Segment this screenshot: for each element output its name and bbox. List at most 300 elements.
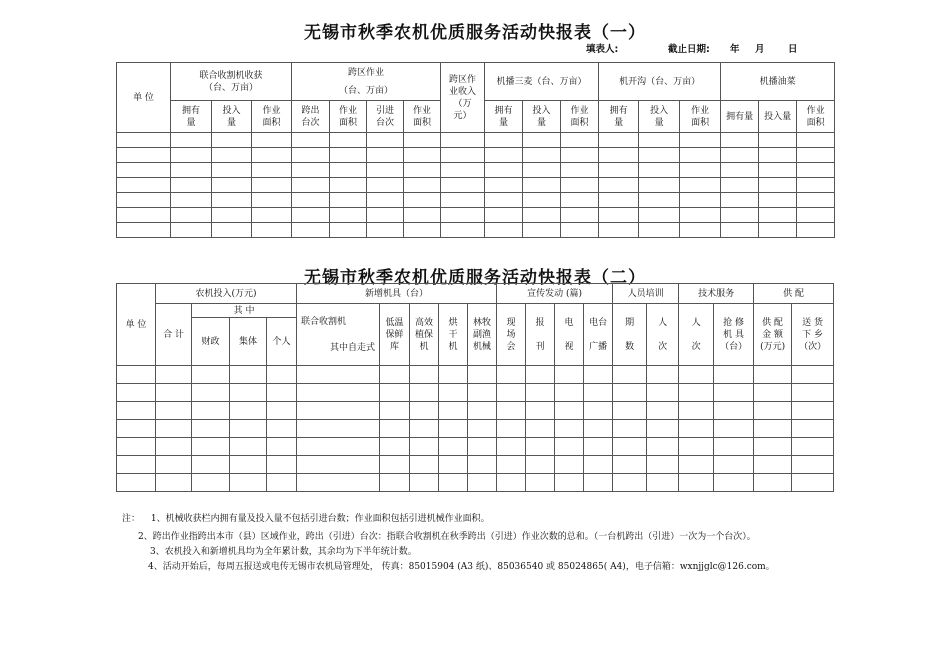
table-cell[interactable]	[639, 193, 680, 208]
table-cell[interactable]	[468, 456, 497, 474]
table-cell[interactable]	[714, 366, 754, 384]
table-cell[interactable]	[171, 223, 212, 238]
table-cell[interactable]	[380, 384, 410, 402]
table-cell[interactable]	[252, 193, 292, 208]
table-cell[interactable]	[792, 366, 834, 384]
table-cell[interactable]	[555, 438, 584, 456]
table-cell[interactable]	[441, 133, 485, 148]
table-cell[interactable]	[759, 133, 797, 148]
table-cell[interactable]	[526, 366, 555, 384]
table-cell[interactable]	[679, 456, 714, 474]
table-cell[interactable]	[561, 193, 599, 208]
table-cell[interactable]	[680, 148, 721, 163]
table-cell[interactable]	[523, 163, 561, 178]
table-cell[interactable]	[555, 456, 584, 474]
table-cell[interactable]	[584, 420, 613, 438]
table-cell[interactable]	[613, 456, 647, 474]
table-cell[interactable]	[679, 438, 714, 456]
table-cell[interactable]	[680, 208, 721, 223]
table-cell[interactable]	[117, 193, 171, 208]
table-cell[interactable]	[297, 402, 380, 420]
table-cell[interactable]	[523, 133, 561, 148]
ditch-area: 作业 面积	[680, 101, 721, 133]
table-cell[interactable]	[721, 223, 759, 238]
table-cell[interactable]	[297, 438, 380, 456]
table-cell[interactable]	[468, 384, 497, 402]
table-cell[interactable]	[117, 384, 156, 402]
table-cell[interactable]	[639, 223, 680, 238]
table-cell[interactable]	[330, 178, 367, 193]
table-cell[interactable]	[192, 384, 230, 402]
table-cell[interactable]	[367, 163, 404, 178]
table-cell[interactable]	[561, 163, 599, 178]
table-cell[interactable]	[230, 366, 267, 384]
out-times: 跨出 台次	[292, 101, 330, 133]
table-cell[interactable]	[647, 456, 679, 474]
year-label: 年	[730, 44, 740, 55]
table-cell[interactable]	[212, 193, 252, 208]
table-cell[interactable]	[485, 148, 523, 163]
table-cell[interactable]	[497, 420, 526, 438]
table-cell[interactable]	[117, 163, 171, 178]
table-cell[interactable]	[192, 438, 230, 456]
promo-header: 宣传发动 (篇)	[497, 284, 613, 304]
ditch-header: 机开沟（台、万亩）	[599, 63, 721, 101]
table-cell[interactable]	[117, 366, 156, 384]
new-machines-header: 新增机具（台）	[297, 284, 497, 304]
table-row	[117, 474, 834, 492]
table-cell[interactable]	[797, 133, 835, 148]
table-cell[interactable]	[252, 148, 292, 163]
table-cell[interactable]	[230, 438, 267, 456]
table-cell[interactable]	[367, 148, 404, 163]
harvest-header: 联合收割机收获 （台、万亩）	[171, 63, 292, 101]
unit-header-2: 单 位	[117, 284, 156, 366]
cross-income-header: 跨区作 业收入 （万 元）	[441, 63, 485, 133]
table-cell[interactable]	[526, 402, 555, 420]
table-cell[interactable]	[721, 178, 759, 193]
table-cell[interactable]	[380, 402, 410, 420]
table-cell[interactable]	[380, 438, 410, 456]
table-cell[interactable]	[754, 420, 792, 438]
table-cell[interactable]	[792, 402, 834, 420]
table-cell[interactable]	[680, 163, 721, 178]
table-1-body	[117, 133, 835, 238]
table-cell[interactable]	[680, 193, 721, 208]
table-cell[interactable]	[721, 133, 759, 148]
table-cell[interactable]	[599, 148, 639, 163]
table-cell[interactable]	[639, 133, 680, 148]
table-cell[interactable]	[526, 384, 555, 402]
table-cell[interactable]	[367, 193, 404, 208]
table-cell[interactable]	[555, 402, 584, 420]
table-cell[interactable]	[380, 456, 410, 474]
table-cell[interactable]	[292, 193, 330, 208]
table-cell[interactable]	[680, 178, 721, 193]
table-cell[interactable]	[117, 438, 156, 456]
table-cell[interactable]	[647, 474, 679, 492]
table-cell[interactable]	[613, 438, 647, 456]
table-cell[interactable]	[212, 133, 252, 148]
table-cell[interactable]	[212, 163, 252, 178]
table-cell[interactable]	[410, 474, 439, 492]
table-cell[interactable]	[441, 193, 485, 208]
table-cell[interactable]	[584, 474, 613, 492]
table-cell[interactable]	[404, 208, 441, 223]
table-cell[interactable]	[797, 163, 835, 178]
table-cell[interactable]	[561, 133, 599, 148]
table-cell[interactable]	[485, 223, 523, 238]
table-cell[interactable]	[410, 420, 439, 438]
table-cell[interactable]	[679, 384, 714, 402]
table-cell[interactable]	[212, 208, 252, 223]
table-cell[interactable]	[330, 133, 367, 148]
table-cell[interactable]	[439, 420, 468, 438]
table-cell[interactable]	[292, 163, 330, 178]
rape-area: 作业 面积	[797, 101, 835, 133]
table-cell[interactable]	[230, 456, 267, 474]
combine-header	[297, 304, 380, 366]
table-cell[interactable]	[156, 438, 192, 456]
table-cell[interactable]	[404, 133, 441, 148]
table-cell[interactable]	[523, 208, 561, 223]
table-cell[interactable]	[171, 193, 212, 208]
table-cell[interactable]	[561, 223, 599, 238]
table-cell[interactable]	[330, 223, 367, 238]
table-row	[117, 178, 835, 193]
table-cell[interactable]	[721, 163, 759, 178]
table-cell[interactable]	[156, 384, 192, 402]
table-cell[interactable]	[297, 366, 380, 384]
table-cell[interactable]	[523, 178, 561, 193]
table-cell[interactable]	[561, 148, 599, 163]
table-cell[interactable]	[230, 402, 267, 420]
table-cell[interactable]	[367, 178, 404, 193]
table-cell[interactable]	[380, 474, 410, 492]
table-cell[interactable]	[679, 474, 714, 492]
table-cell[interactable]	[797, 178, 835, 193]
table-cell[interactable]	[526, 420, 555, 438]
table-cell[interactable]	[555, 474, 584, 492]
table-cell[interactable]	[613, 402, 647, 420]
table-cell[interactable]	[599, 223, 639, 238]
table-cell[interactable]	[441, 163, 485, 178]
table-cell[interactable]	[584, 456, 613, 474]
table-cell[interactable]	[497, 456, 526, 474]
table-cell[interactable]	[192, 366, 230, 384]
table-cell[interactable]	[404, 223, 441, 238]
table-cell[interactable]	[647, 402, 679, 420]
table-cell[interactable]	[485, 208, 523, 223]
table-cell[interactable]	[171, 148, 212, 163]
table-cell[interactable]	[117, 178, 171, 193]
table-cell[interactable]	[252, 133, 292, 148]
table-cell[interactable]	[584, 366, 613, 384]
table-cell[interactable]	[367, 208, 404, 223]
table-cell[interactable]	[680, 223, 721, 238]
table-cell[interactable]	[404, 178, 441, 193]
sessions-header: 期 数	[613, 304, 647, 366]
table-cell[interactable]	[267, 366, 297, 384]
table-cell[interactable]	[156, 456, 192, 474]
table-cell[interactable]	[267, 384, 297, 402]
table-cell[interactable]	[639, 178, 680, 193]
table-cell[interactable]	[485, 133, 523, 148]
table-cell[interactable]	[680, 133, 721, 148]
table-cell[interactable]	[613, 420, 647, 438]
table-cell[interactable]	[555, 420, 584, 438]
table-cell[interactable]	[117, 474, 156, 492]
table-cell[interactable]	[117, 420, 156, 438]
table-cell[interactable]	[410, 438, 439, 456]
radio-header: 电台 广播	[584, 304, 613, 366]
table-cell[interactable]	[192, 402, 230, 420]
table-cell[interactable]	[171, 208, 212, 223]
day-label: 日	[788, 44, 798, 55]
table-cell[interactable]	[410, 384, 439, 402]
table-cell[interactable]	[439, 366, 468, 384]
table-cell[interactable]	[759, 148, 797, 163]
table-cell[interactable]	[497, 366, 526, 384]
table-cell[interactable]	[117, 456, 156, 474]
table-cell[interactable]	[797, 148, 835, 163]
table-cell[interactable]	[497, 474, 526, 492]
table-cell[interactable]	[468, 420, 497, 438]
table-cell[interactable]	[754, 402, 792, 420]
table-cell[interactable]	[584, 438, 613, 456]
table-cell[interactable]	[230, 420, 267, 438]
table-cell[interactable]	[297, 474, 380, 492]
table-cell[interactable]	[754, 474, 792, 492]
table-2-body	[117, 366, 834, 492]
table-cell[interactable]	[526, 456, 555, 474]
table-cell[interactable]	[171, 178, 212, 193]
table-cell[interactable]	[380, 366, 410, 384]
table-cell[interactable]	[330, 208, 367, 223]
table-cell[interactable]	[526, 438, 555, 456]
table-cell[interactable]	[252, 223, 292, 238]
table-cell[interactable]	[297, 456, 380, 474]
table-cell[interactable]	[404, 163, 441, 178]
table-cell[interactable]	[792, 438, 834, 456]
table-cell[interactable]	[599, 208, 639, 223]
table-cell[interactable]	[759, 223, 797, 238]
table-cell[interactable]	[292, 208, 330, 223]
report-table-2	[116, 283, 834, 492]
table-cell[interactable]	[468, 366, 497, 384]
table-cell[interactable]	[714, 402, 754, 420]
cross-region-header	[292, 63, 441, 101]
table-cell[interactable]	[523, 193, 561, 208]
table-cell[interactable]	[404, 148, 441, 163]
table-row	[117, 133, 835, 148]
wheat-input: 投入 量	[523, 101, 561, 133]
cold-store-header: 低温 保鲜 库	[380, 304, 410, 366]
table-cell[interactable]	[292, 178, 330, 193]
table-cell[interactable]	[497, 438, 526, 456]
table-cell[interactable]	[792, 456, 834, 474]
table-cell[interactable]	[252, 163, 292, 178]
table-cell[interactable]	[404, 193, 441, 208]
table-cell[interactable]	[759, 163, 797, 178]
table-cell[interactable]	[468, 474, 497, 492]
table-cell[interactable]	[584, 402, 613, 420]
table-cell[interactable]	[441, 178, 485, 193]
table-cell[interactable]	[292, 133, 330, 148]
table-cell[interactable]	[714, 384, 754, 402]
notes-section	[122, 512, 775, 575]
table-cell[interactable]	[439, 474, 468, 492]
table-cell[interactable]	[330, 148, 367, 163]
table-cell[interactable]	[754, 384, 792, 402]
table-cell[interactable]	[292, 148, 330, 163]
collective-header: 集体	[230, 318, 267, 366]
table-cell[interactable]	[267, 402, 297, 420]
table-cell[interactable]	[721, 193, 759, 208]
table-cell[interactable]	[721, 208, 759, 223]
table-cell[interactable]	[714, 438, 754, 456]
table-cell[interactable]	[714, 456, 754, 474]
table-cell[interactable]	[759, 208, 797, 223]
table-cell[interactable]	[230, 474, 267, 492]
table-cell[interactable]	[439, 456, 468, 474]
table-cell[interactable]	[171, 163, 212, 178]
table-cell[interactable]	[599, 133, 639, 148]
table-cell[interactable]	[267, 474, 297, 492]
table-cell[interactable]	[599, 178, 639, 193]
table-cell[interactable]	[647, 366, 679, 384]
table-cell[interactable]	[555, 366, 584, 384]
table-cell[interactable]	[599, 193, 639, 208]
table-cell[interactable]	[192, 456, 230, 474]
table-cell[interactable]	[714, 420, 754, 438]
table-cell[interactable]	[523, 223, 561, 238]
table-cell[interactable]	[192, 474, 230, 492]
table-cell[interactable]	[330, 163, 367, 178]
table-cell[interactable]	[156, 420, 192, 438]
table-cell[interactable]	[754, 438, 792, 456]
cross-region-unit: （台、万亩）	[339, 85, 394, 96]
unit-header: 单 位	[117, 63, 171, 133]
table-cell[interactable]	[792, 384, 834, 402]
table-cell[interactable]	[485, 193, 523, 208]
table-cell[interactable]	[212, 223, 252, 238]
table-cell[interactable]	[714, 474, 754, 492]
table-cell[interactable]	[192, 420, 230, 438]
table-cell[interactable]	[468, 402, 497, 420]
table-cell[interactable]	[584, 384, 613, 402]
table-cell[interactable]	[526, 474, 555, 492]
table-cell[interactable]	[485, 163, 523, 178]
table-cell[interactable]	[367, 133, 404, 148]
table-cell[interactable]	[267, 456, 297, 474]
table-cell[interactable]	[647, 384, 679, 402]
table-row	[117, 456, 834, 474]
table-cell[interactable]	[439, 438, 468, 456]
table-cell[interactable]	[252, 178, 292, 193]
table-cell[interactable]	[561, 178, 599, 193]
table-cell[interactable]	[330, 193, 367, 208]
table-cell[interactable]	[267, 420, 297, 438]
table-cell[interactable]	[212, 148, 252, 163]
table-cell[interactable]	[679, 402, 714, 420]
table-cell[interactable]	[599, 163, 639, 178]
table-cell[interactable]	[639, 148, 680, 163]
ditch-input: 投入 量	[639, 101, 680, 133]
table-cell[interactable]	[117, 133, 171, 148]
table-cell[interactable]	[171, 133, 212, 148]
table-cell[interactable]	[297, 384, 380, 402]
table-cell[interactable]	[561, 208, 599, 223]
table-cell[interactable]	[468, 438, 497, 456]
table-cell[interactable]	[439, 384, 468, 402]
table-cell[interactable]	[797, 193, 835, 208]
table-cell[interactable]	[679, 366, 714, 384]
table-cell[interactable]	[647, 420, 679, 438]
table-cell[interactable]	[497, 384, 526, 402]
table-cell[interactable]	[647, 438, 679, 456]
table-cell[interactable]	[117, 148, 171, 163]
table-cell[interactable]	[441, 148, 485, 163]
table-cell[interactable]	[117, 223, 171, 238]
table-cell[interactable]	[156, 402, 192, 420]
table-cell[interactable]	[410, 402, 439, 420]
table-cell[interactable]	[156, 366, 192, 384]
table-cell[interactable]	[679, 420, 714, 438]
table-cell[interactable]	[439, 402, 468, 420]
table-cell[interactable]	[497, 402, 526, 420]
table-cell[interactable]	[367, 223, 404, 238]
table-cell[interactable]	[792, 474, 834, 492]
table-cell[interactable]	[267, 438, 297, 456]
table-cell[interactable]	[230, 384, 267, 402]
table-cell[interactable]	[441, 223, 485, 238]
table-cell[interactable]	[441, 208, 485, 223]
table-cell[interactable]	[292, 223, 330, 238]
table-cell[interactable]	[410, 366, 439, 384]
table-cell[interactable]	[797, 208, 835, 223]
table-cell[interactable]	[721, 148, 759, 163]
table-cell[interactable]	[380, 420, 410, 438]
table-cell[interactable]	[759, 178, 797, 193]
table-cell[interactable]	[485, 178, 523, 193]
table-cell[interactable]	[252, 208, 292, 223]
table-cell[interactable]	[297, 420, 380, 438]
ditch-own: 拥有 量	[599, 101, 639, 133]
table-row	[117, 402, 834, 420]
table-cell[interactable]	[523, 148, 561, 163]
table-cell[interactable]	[639, 163, 680, 178]
table-cell[interactable]	[117, 208, 171, 223]
table-cell[interactable]	[797, 223, 835, 238]
table-cell[interactable]	[613, 474, 647, 492]
table-cell[interactable]	[759, 193, 797, 208]
table-cell[interactable]	[639, 208, 680, 223]
table-cell[interactable]	[117, 402, 156, 420]
table-cell[interactable]	[792, 420, 834, 438]
table-cell[interactable]	[410, 456, 439, 474]
table-row	[117, 384, 834, 402]
table-cell[interactable]	[555, 384, 584, 402]
training-header: 人员培训	[613, 284, 679, 304]
table-cell[interactable]	[754, 366, 792, 384]
table-cell[interactable]	[613, 366, 647, 384]
table-cell[interactable]	[754, 456, 792, 474]
table-cell[interactable]	[613, 384, 647, 402]
table-cell[interactable]	[156, 474, 192, 492]
table-cell[interactable]	[212, 178, 252, 193]
tech-persons-header: 人 次	[679, 304, 714, 366]
